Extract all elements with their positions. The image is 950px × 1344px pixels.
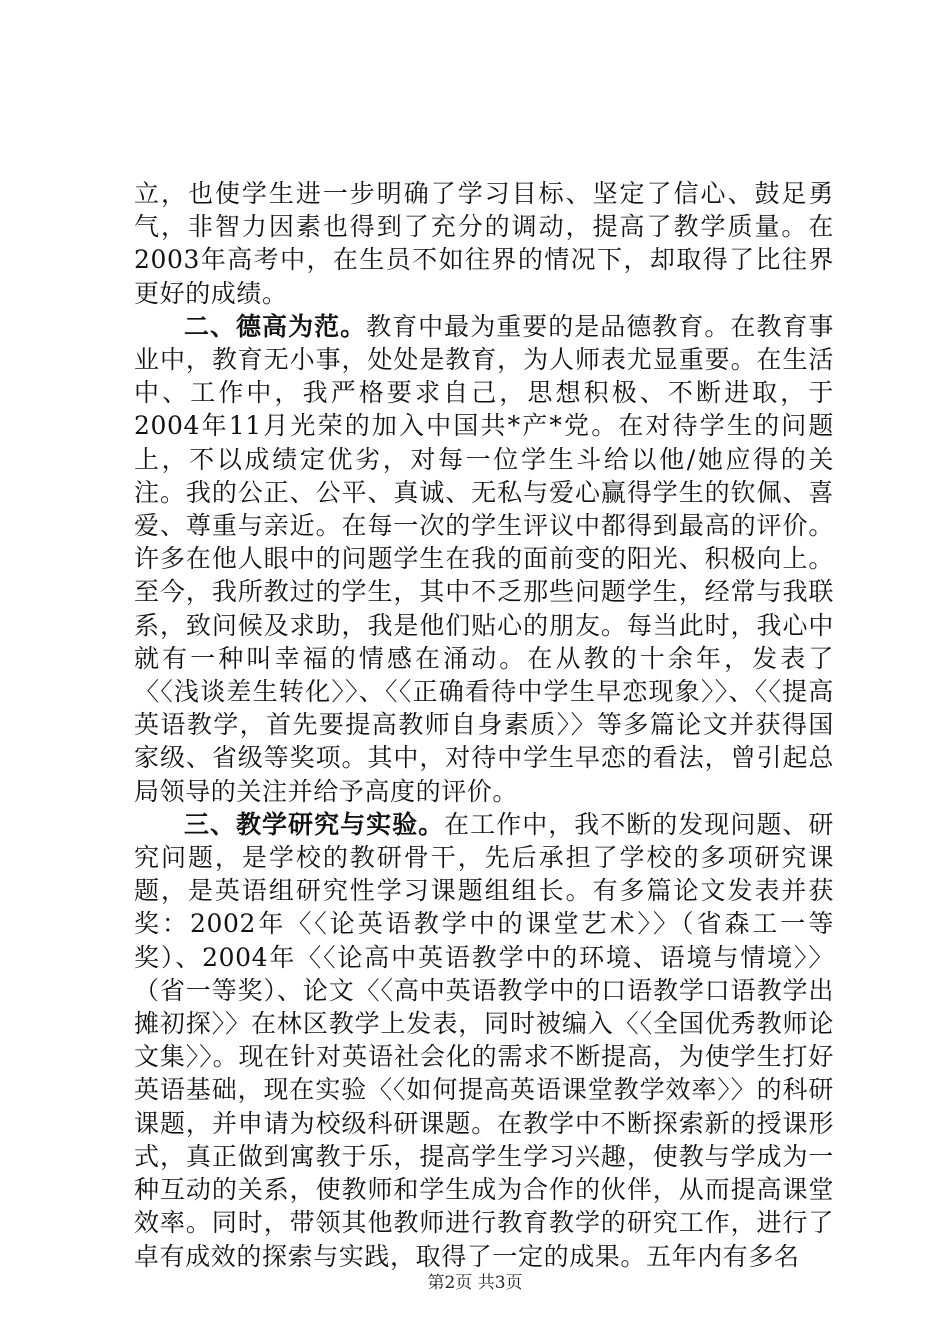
paragraph-text: 在工作中，我不断的发现问题、研究问题，是学校的教研骨干，先后承担了学校的多项研究课题，是英语组研究性学习课题组组长。有多篇论文发表并获奖：2002年〈〈论英语教学中的课堂艺术〉〉（省森工一等奖）、2004年〈〈论高中英语教学中的环境、语境与情境〉〉（省一等奖）、论文〈〈高中英语教学中的口语教学口语教学出摊初探〉〉在林区教学上发表，同时被编入〈〈全国优秀教师论文集〉〉。现在针对英语社会化的需求不断提高，为使学生打好英语基础，现在实验〈〈如何提高英语课堂教学效率〉〉的科研课题，并申请为校级科研课题。在教学中不断探索新的授课形式，真正做到寓教于乐，提高学生学习兴趣，使教与学成为一种互动的关系，使教师和学生成为合作的伙伴，从而提高课堂效率。同时，带领其他教师进行教育教学的研究工作，进行了卓有成效的探索与实践，取得了一定的成果。五年内有多名	[134, 809, 834, 1271]
section-heading: 二、德高为范。	[184, 311, 367, 341]
page-footer	[0, 1273, 950, 1293]
paragraph-research	[134, 808, 834, 1273]
paragraph-moral-example	[134, 310, 834, 808]
paragraph-text: 立，也使学生进一步明确了学习目标、坚定了信心、鼓足勇气，非智力因素也得到了充分的调动，提高了教学质量。在2003年高考中，在生员不如往界的情况下，却取得了比往界更好的成绩。	[134, 179, 834, 308]
paragraph-text: 教育中最为重要的是品德教育。在教育事业中，教育无小事，处处是教育，为人师表尤显重要。在生活中、工作中，我严格要求自己，思想积极、不断进取，于2004年11月光荣的加入中国共*产*党。在对待学生的问题上，不以成绩定优劣，对每一位学生斗给以他/她应得的关注。我的公正、公平、真诚、无私与爱心赢得学生的钦佩、喜爱、尊重与亲近。在每一次的学生评议中都得到最高的评价。许多在他人眼中的问题学生在我的面前变的阳光、积极向上。至今，我所教过的学生，其中不乏那些问题学生，经常与我联系，致问候及求助，我是他们贴心的朋友。每当此时，我心中就有一种叫幸福的情感在涌动。在从教的十余年，发表了〈〈浅谈差生转化〉〉、〈〈正确看待中学生早恋现象〉〉、〈〈提高英语教学，首先要提高教师自身素质〉〉等多篇论文并获得国家级、省级等奖项。其中，对待中学生早恋的看法，曾引起总局领导的关注并给予高度的评价。	[134, 311, 834, 806]
paragraph-continuation	[134, 177, 834, 310]
page-number-label: 第2页 共3页	[427, 1273, 523, 1293]
body-text	[134, 177, 834, 1273]
section-heading: 三、教学研究与实验。	[184, 809, 445, 839]
